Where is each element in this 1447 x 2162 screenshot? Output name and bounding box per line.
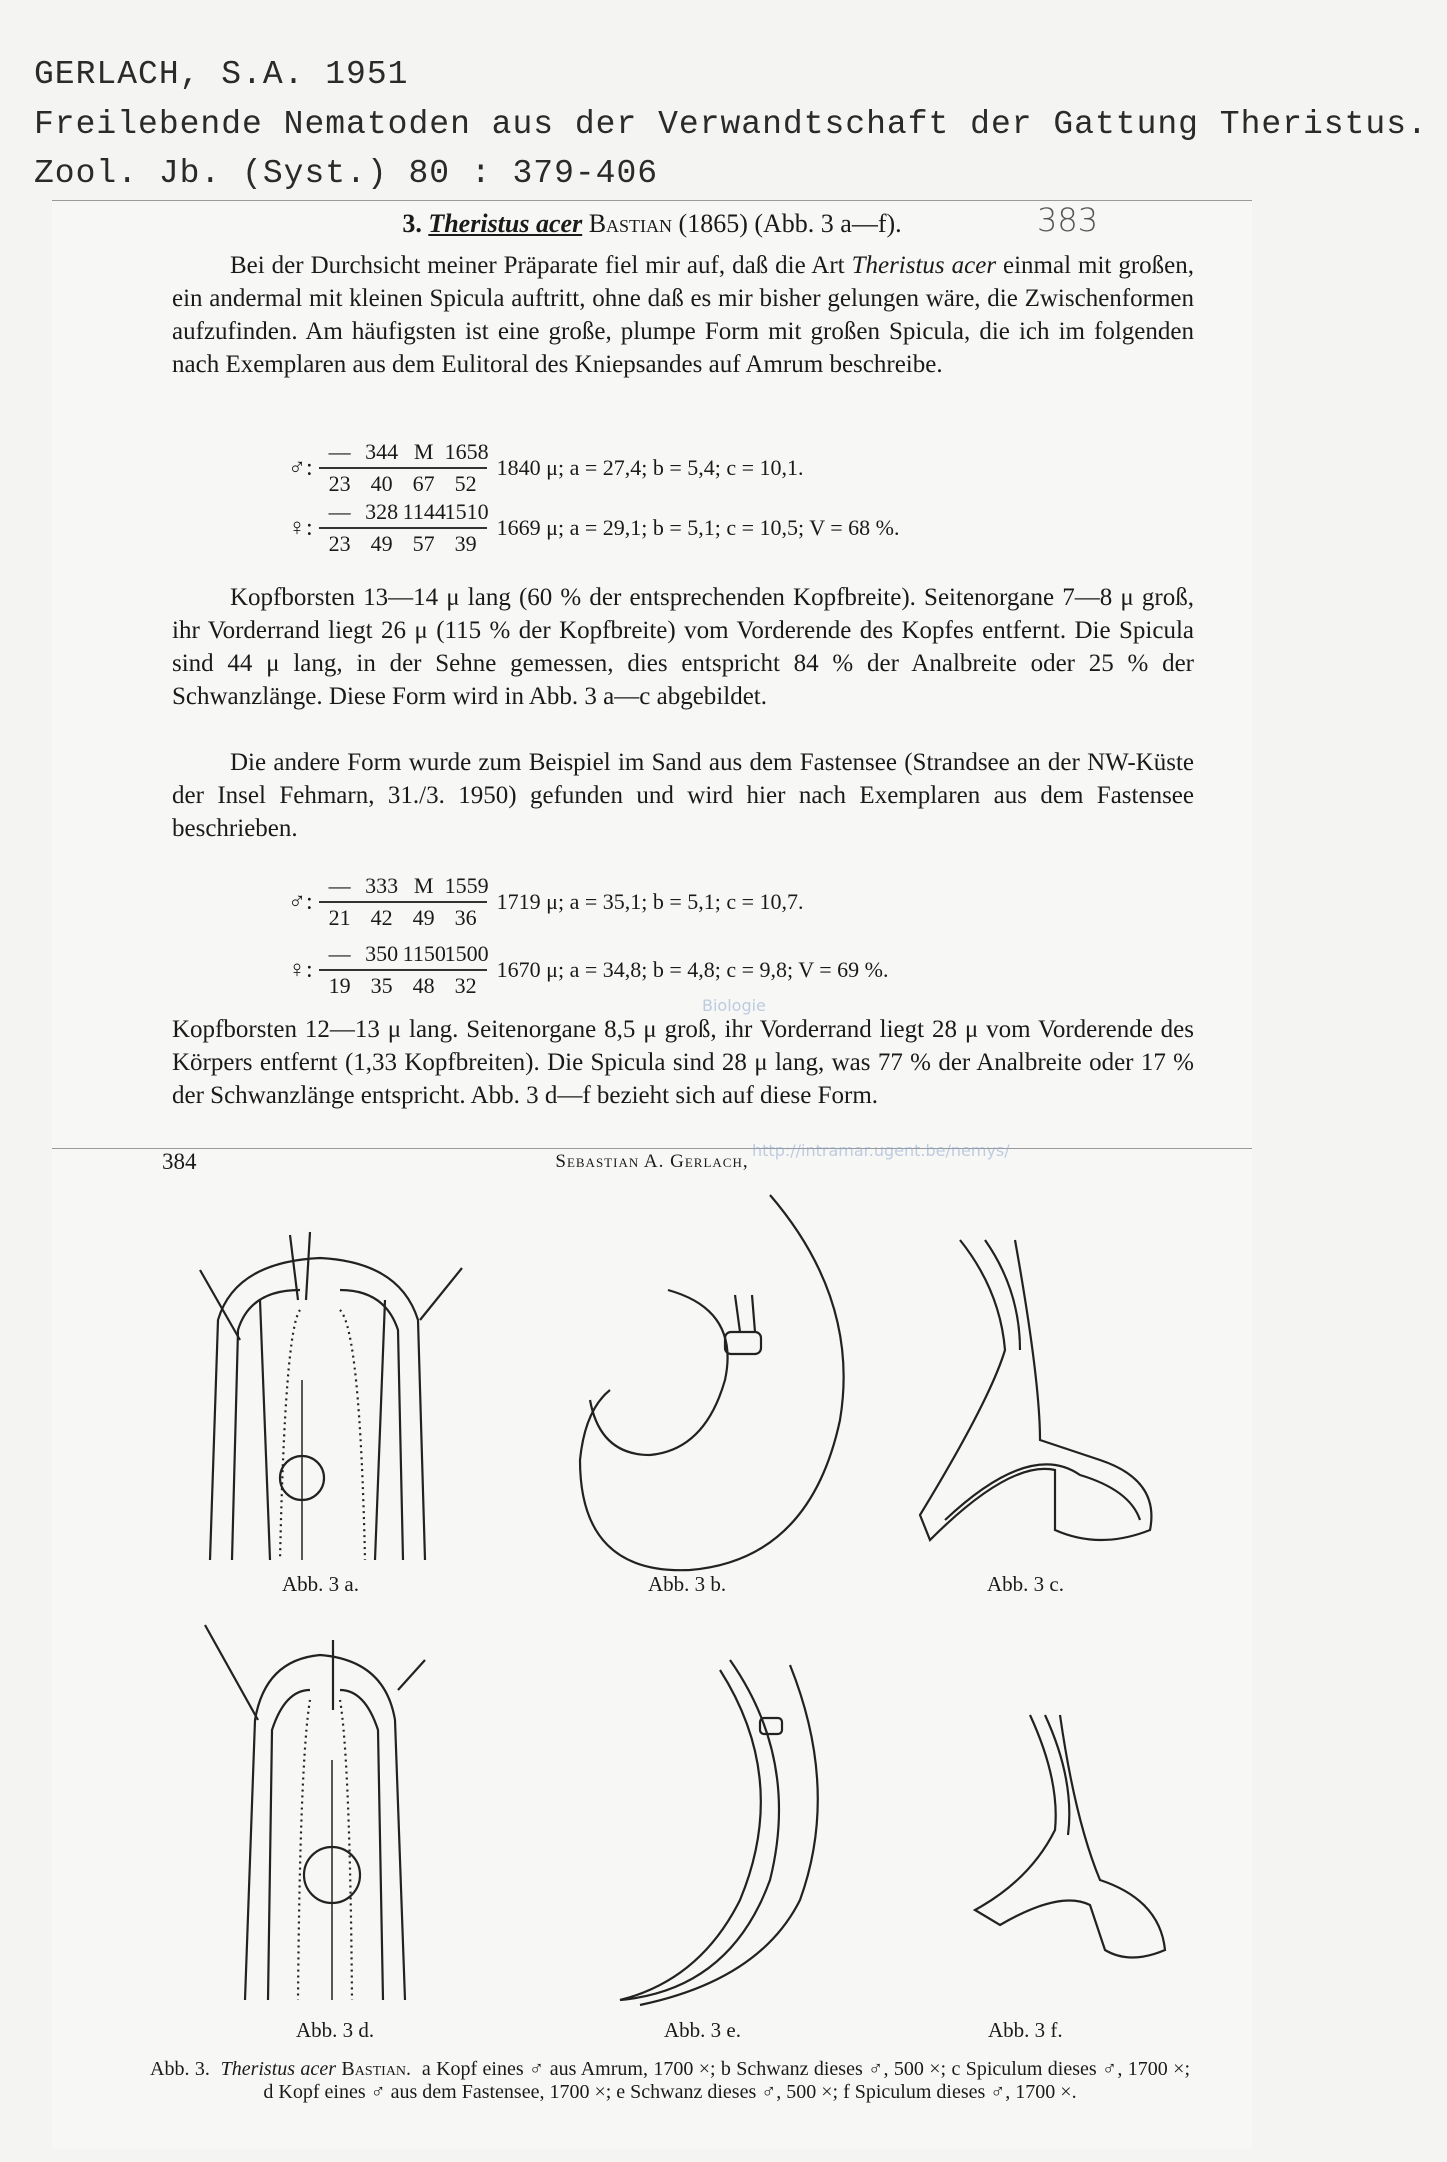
figure-3c-spiculum xyxy=(920,1240,1151,1540)
figure-label-3d: Abb. 3 d. xyxy=(296,2018,375,2042)
card-reference: Zool. Jb. (Syst.) 80 : 379-406 xyxy=(34,155,659,192)
formula-male-1: ♂: — 344 M 1658 23 40 67 52 1840 μ; a = 27,4; b = 5,4; c = 10,1. xyxy=(288,439,804,496)
figure-3b-tail xyxy=(580,1195,844,1570)
paragraph-2: Kopfborsten 13—14 μ lang (60 % der entsprechenden Kopfbreite). Seitenorgane 7—8 μ groß, ihr Vorderrand liegt 26 μ (115 % der Kopfbreite) vom Vorderende des Kopfes entfernt. Die Spicula sind 44 μ lang, in der Sehne gemessen, dies entspricht 84 % der Analbreite oder 25 % der Schwanzlänge. Diese Form wird in Abb. 3 a—c abgebildet. xyxy=(172,584,1194,710)
figure-3e-tail xyxy=(620,1660,818,2005)
formula-female-1: ♀: — 328 1144 1510 23 49 57 39 1669 μ; a = 29,1; b = 5,1; c = 10,5; V = 68 %. xyxy=(288,499,900,556)
figure-caption: Abb. 3. Theristus acer Bastian. a Kopf eines ♂ aus Amrum, 1700 ×; b Schwanz dieses ♂, 500 ×; c Spiculum dieses ♂, 1700 ×; d Kopf eines ♂ aus dem Fastensee, 1700 ×; e Schwanz dieses ♂, 500 ×; f Spiculum dieses ♂, 1700 ×. xyxy=(150,2058,1191,2103)
figure-label-3e: Abb. 3 e. xyxy=(664,2018,741,2042)
card-title: Freilebende Nematoden aus der Verwandtschaft der Gattung Theristus. xyxy=(34,106,1428,143)
formula-female-2: ♀: — 350 1150 1500 19 35 48 32 1670 μ; a = 34,8; b = 4,8; c = 9,8; V = 69 %. xyxy=(288,941,889,998)
paragraph-1: Bei der Durchsicht meiner Präparate fiel mir auf, daß die Art Theristus acer einmal mit großen, ein andermal mit kleinen Spicula auftritt, ohne daß es mir bisher gelungen wäre, die Zwischenformen aufzufinden. Am häufigsten ist eine große, plumpe Form mit großen Spicula, die ich im folgenden nach Exemplaren aus dem Eulitoral des Kniepsandes auf Amrum beschreibe. xyxy=(172,252,1194,378)
paragraph-3: Die andere Form wurde zum Beispiel im Sand aus dem Fastensee (Strandsee an der NW-Küste der Insel Fehmarn, 31./3. 1950) gefunden und wird hier nach Exemplaren aus dem Fastensee beschrieben. xyxy=(172,749,1194,842)
card-author-year: GERLACH, S.A. 1951 xyxy=(34,56,409,93)
figure-3a-head xyxy=(200,1232,462,1560)
species-name: Theristus acer xyxy=(428,209,583,238)
watermark-text: Biologie xyxy=(702,996,766,1015)
figure-label-3f: Abb. 3 f. xyxy=(988,2018,1063,2042)
paragraph-4: Kopfborsten 12—13 μ lang. Seitenorgane 8,5 μ groß, ihr Vorderrand liegt 28 μ vom Vorderende des Körpers entfernt (1,33 Kopfbreiten). Die Spicula sind 28 μ lang, was 77 % der Analbreite oder 17 % der Schwanzlänge entspricht. Abb. 3 d—f bezieht sich auf diese Form. xyxy=(172,1016,1194,1109)
figure-3f-spiculum xyxy=(975,1715,1165,1958)
figure-3d-head xyxy=(205,1625,425,2000)
formula-male-2: ♂: — 333 M 1559 21 42 49 36 1719 μ; a = 35,1; b = 5,1; c = 10,7. xyxy=(288,873,804,930)
page-number: 384 xyxy=(162,1149,197,1174)
handwritten-page-number: 383 xyxy=(1037,201,1099,239)
running-head: Sebastian A. Gerlach, xyxy=(555,1151,749,1172)
figure-label-3a: Abb. 3 a. xyxy=(282,1572,359,1596)
figure-label-3b: Abb. 3 b. xyxy=(648,1572,727,1596)
figure-label-3c: Abb. 3 c. xyxy=(987,1572,1064,1596)
watermark-url: http://intramar.ugent.be/nemys/ xyxy=(752,1141,1010,1160)
section-title: 3. Theristus acer Bastian (1865) (Abb. 3 a—f). xyxy=(402,209,902,238)
